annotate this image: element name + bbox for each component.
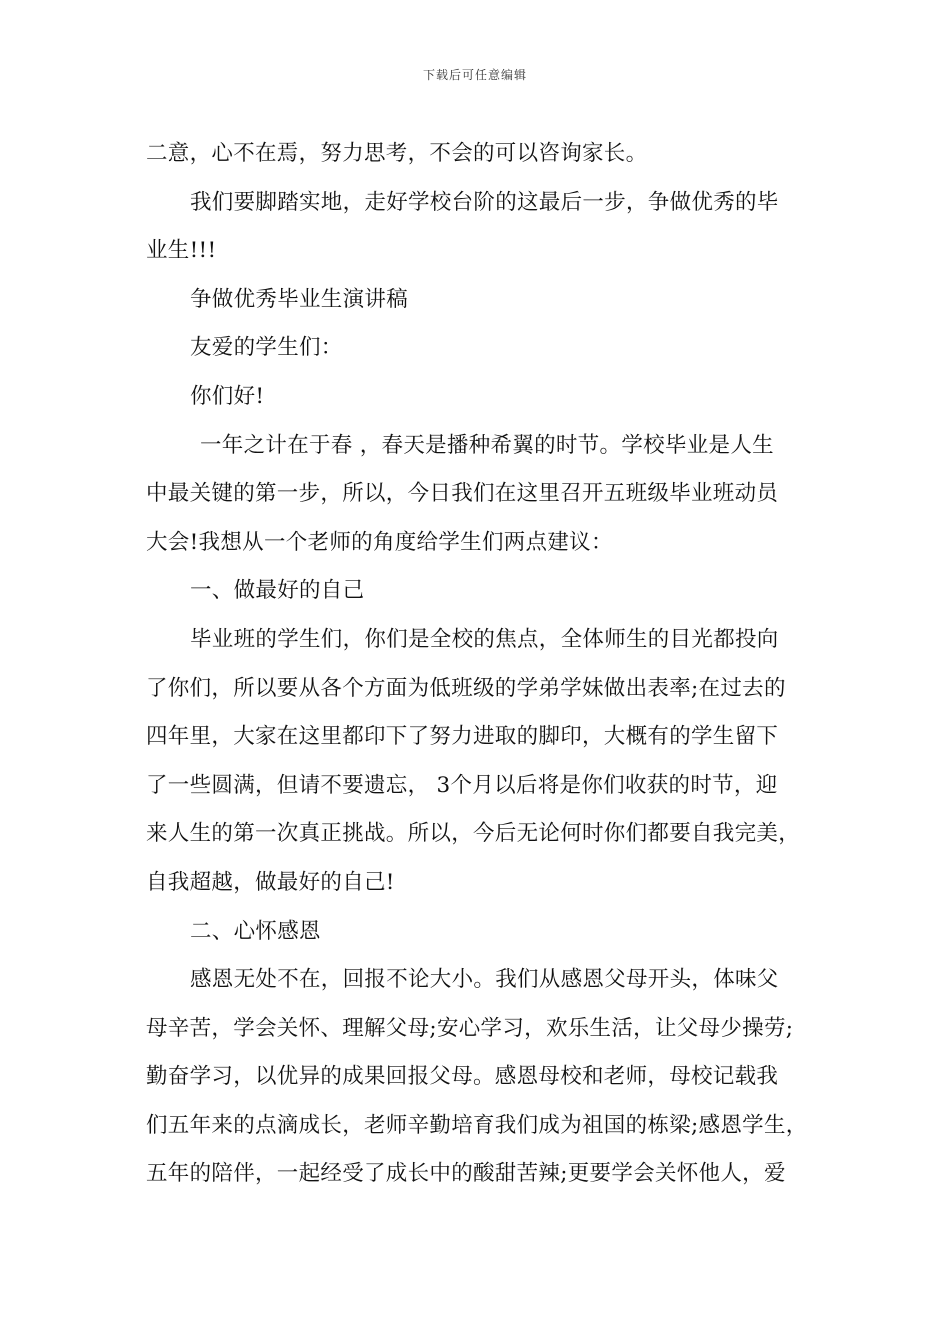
page-header: 下载后可任意编辑: [422, 68, 527, 82]
text-line: 业生!!!: [146, 238, 217, 264]
text-line: 感恩无处不在，回报不论大小。我们从感恩父母开头，体味父: [190, 967, 779, 993]
text-line: 们五年来的点滴成长，老师辛勤培育我们成为祖国的栋梁;感恩学生，: [146, 1112, 808, 1138]
text-line: 中最关键的第一步，所以，今日我们在这里召开五班级毕业班动员: [146, 481, 779, 507]
greeting: 你们好!: [190, 383, 265, 409]
text-line: 四年里，大家在这里都印下了努力进取的脚印，大概有的学生留下: [146, 724, 779, 750]
section-title: 争做优秀毕业生演讲稿: [190, 286, 409, 312]
text-line: 毕业班的学生们，你们是全校的焦点，全体师生的目光都投向: [190, 626, 779, 652]
document-body: [146, 130, 806, 1199]
text-line: 大会!我想从一个老师的角度给学生们两点建议：: [146, 529, 613, 555]
text-line: 自我超越，做最好的自己!: [146, 869, 395, 895]
text-line: 来人生的第一次真正挑战。所以，今后无论何时你们都要自我完美，: [146, 821, 801, 847]
salutation: 友爱的学生们：: [190, 335, 343, 361]
subheading: 一、做最好的自己: [190, 578, 365, 604]
text-line: 了你们，所以要从各个方面为低班级的学弟学妹做出表率;在过去的: [146, 675, 786, 701]
text-line: 我们要脚踏实地，走好学校台阶的这最后一步，争做优秀的毕: [190, 189, 779, 215]
text-line: 母辛苦，学会关怀、理解父母;安心学习，欢乐生活，让父母少操劳;: [146, 1015, 794, 1041]
text-line: 勤奋学习，以优异的成果回报父母。感恩母校和老师，母校记载我: [146, 1064, 779, 1090]
text-line: 二意，心不在焉，努力思考，不会的可以咨询家长。: [146, 141, 648, 166]
text-line: 了一些圆满，但请不要遗忘， 3个月以后将是你们收获的时节，迎: [146, 772, 778, 798]
text-line: 一年之计在于春 ，春天是播种希翼的时节。学校毕业是人生: [200, 432, 774, 458]
subheading: 二、心怀感恩: [190, 918, 321, 944]
text-line: 五年的陪伴，一起经受了成长中的酸甜苦辣;更要学会关怀他人，爱: [146, 1161, 786, 1187]
